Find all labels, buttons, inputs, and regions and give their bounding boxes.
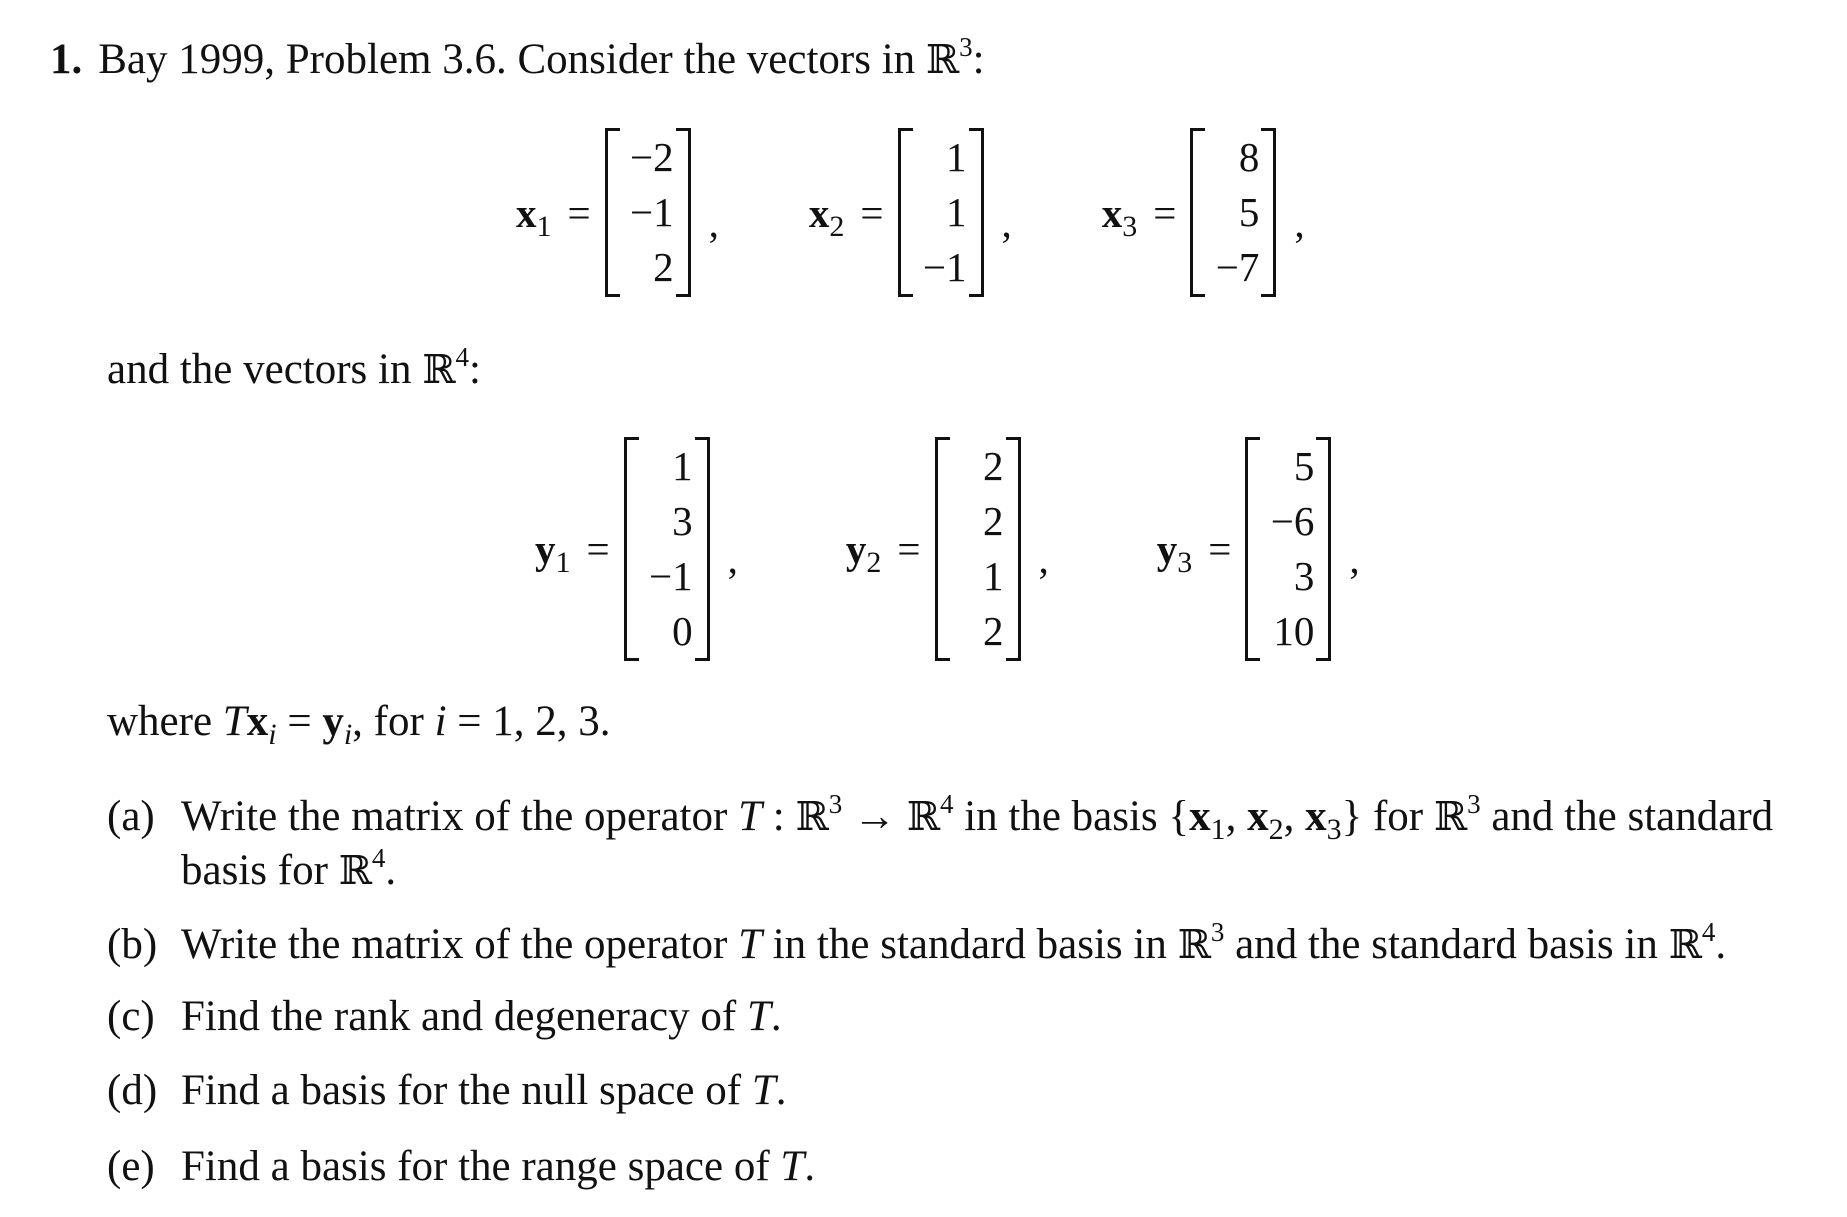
vector-y2 [846, 437, 1049, 661]
r4-symbol: ℝ [422, 347, 456, 393]
question-text: Find a basis for the range space of T. [181, 1143, 816, 1190]
question-c [107, 990, 1827, 1044]
matrix-entry: 1 [983, 553, 1004, 599]
separator-comma: , [1349, 536, 1360, 582]
equals-sign: = [1153, 189, 1177, 236]
matrix-entry: −6 [1270, 498, 1315, 544]
equals-sign: = [586, 526, 610, 572]
matrix-entry: 0 [672, 608, 693, 654]
vector-label: $x_2$ [808, 189, 845, 243]
matrix-entry: 1 [672, 443, 693, 489]
question-text: Find the rank and degeneracy of T. [181, 993, 782, 1040]
matrix-entry: 2 [983, 498, 1004, 544]
separator-comma: , [1038, 536, 1049, 582]
vector-x3 [1102, 128, 1305, 297]
r4-intro-line: and the vectors in ℝ$^4$: [107, 342, 481, 393]
separator-comma: , [1001, 199, 1012, 246]
heading-colon: : [972, 36, 985, 83]
column-matrix [1245, 437, 1331, 661]
matrix-entry: 10 [1273, 608, 1315, 654]
matrix-entry: −1 [630, 189, 674, 235]
question-text: Write the matrix of the operator T in the standard basis in ℝ$^3$ and the standard basis in ℝ$^4$. [181, 917, 1727, 968]
column-matrix [605, 128, 691, 297]
vector-x2 [809, 128, 1012, 297]
matrix-entry: 8 [1238, 134, 1260, 180]
matrix-entry: 1 [946, 189, 967, 235]
vector-y1 [535, 437, 738, 661]
separator-comma: , [708, 199, 719, 246]
matrix-entry: 3 [1293, 553, 1315, 599]
question-label: (d) [107, 1067, 158, 1114]
problem-intro: Bay 1999, Problem 3.6. Consider the vectors in [98, 36, 916, 83]
r4-exponent: 4 [455, 342, 469, 372]
matrix-entry: 5 [1238, 189, 1260, 235]
y-vectors-row [535, 437, 1468, 661]
matrix-entry: −2 [630, 134, 674, 180]
question-text: Find a basis for the null space of T. [181, 1067, 787, 1114]
equals-sign: = [897, 526, 921, 572]
vector-label: $y_1$ [535, 526, 571, 579]
question-b [107, 918, 1827, 972]
question-label: (c) [107, 993, 155, 1040]
matrix-entry: 1 [946, 134, 967, 180]
matrix-entry: 2 [983, 443, 1004, 489]
problem-number: 1. [50, 36, 83, 83]
question-a [107, 790, 1827, 898]
question-d [107, 1064, 1827, 1118]
vector-label: $x_3$ [1101, 189, 1138, 243]
vector-label: $x_1$ [516, 189, 552, 243]
x-vectors-row [516, 128, 1395, 297]
matrix-entry: −1 [922, 244, 967, 290]
equals-sign: = [567, 189, 591, 236]
where-line: where $Tx_i = y_i$, for i = 1, 2, 3. [107, 698, 611, 751]
column-matrix [624, 437, 710, 661]
matrix-entry: −1 [649, 553, 693, 599]
equals-sign: = [860, 189, 884, 236]
question-label: (b) [107, 921, 158, 968]
question-e [107, 1140, 1827, 1194]
separator-comma: , [727, 536, 738, 582]
question-text: Write the matrix of the operator T : ℝ$^3$ → ℝ$^4$ in the basis {$x_1$, $x_2$, $x_3$} for ℝ$^3$ and the standard basis for ℝ$^4$. [181, 789, 1774, 894]
matrix-entry: 2 [983, 608, 1004, 654]
question-label: (e) [107, 1143, 155, 1190]
separator-comma: , [1294, 199, 1305, 246]
question-label: (a) [107, 793, 155, 840]
r3-exponent: 3 [959, 32, 973, 62]
r3-symbol: ℝ [925, 37, 960, 83]
matrix-entry: 2 [653, 244, 674, 290]
vector-label: $y_3$ [1156, 526, 1193, 579]
matrix-entry: 5 [1293, 443, 1315, 489]
problem-heading [50, 32, 985, 83]
matrix-entry: −7 [1215, 244, 1260, 290]
operator-T: T [222, 698, 247, 745]
matrix-entry: 3 [672, 498, 693, 544]
column-matrix [1190, 128, 1276, 297]
vector-x1 [516, 128, 719, 297]
column-matrix [935, 437, 1021, 661]
vector-y3 [1157, 437, 1360, 661]
equals-sign: = [1208, 526, 1232, 572]
column-matrix [898, 128, 984, 297]
vector-label: $y_2$ [845, 526, 882, 579]
